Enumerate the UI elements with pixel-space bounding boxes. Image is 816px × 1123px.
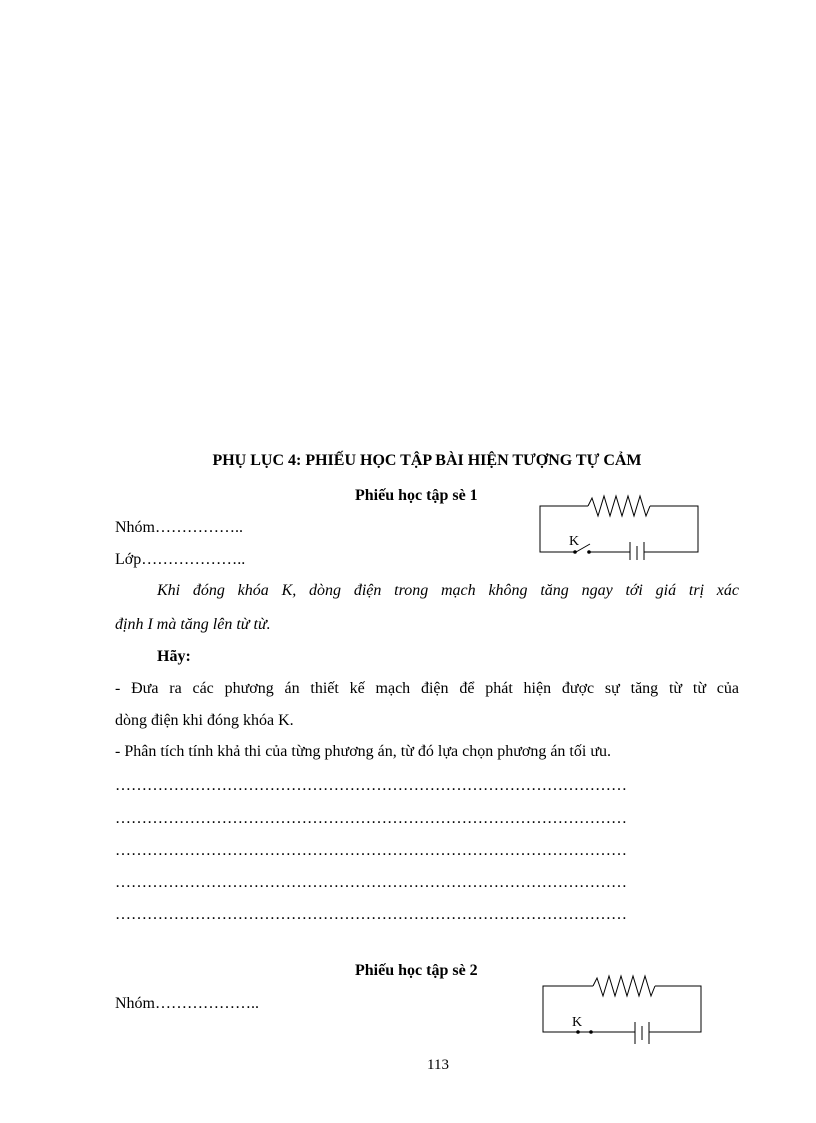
switch-contact-right bbox=[589, 1030, 593, 1034]
resistor-coil bbox=[588, 496, 650, 516]
sheet2-group-line: Nhóm……………….. bbox=[115, 995, 259, 1012]
sheet1-prompt-line1: Khi đóng khóa K, dòng điện trong mạch không tăng ngay tới giá trị xác bbox=[157, 582, 739, 599]
switch-label: K bbox=[572, 1015, 583, 1030]
sheet1-task1-line1: - Đưa ra các phương án thiết kế mạch điện để phát hiện được sự tăng từ từ của bbox=[115, 680, 739, 697]
sheet1-class-line: Lớp……………….. bbox=[115, 551, 246, 568]
switch-contact-left bbox=[573, 550, 577, 554]
answer-line: …………………………………………………………………………………… bbox=[115, 810, 627, 827]
sheet1-title: Phiếu học tập sè 1 bbox=[355, 487, 478, 504]
sheet1-ask-label: Hãy: bbox=[157, 648, 191, 665]
sheet1-group-line: Nhóm…………….. bbox=[115, 519, 243, 536]
answer-line: …………………………………………………………………………………… bbox=[115, 777, 627, 794]
sheet2-title: Phiếu học tập sè 2 bbox=[355, 962, 478, 979]
answer-line: …………………………………………………………………………………… bbox=[115, 842, 627, 859]
answer-line: …………………………………………………………………………………… bbox=[115, 906, 627, 923]
answer-line: …………………………………………………………………………………… bbox=[115, 874, 627, 891]
appendix-heading: PHỤ LỤC 4: PHIẾU HỌC TẬP BÀI HIỆN TƯỢNG TỰ CẢM bbox=[212, 452, 642, 469]
circuit-wire-right-top bbox=[653, 986, 701, 1032]
circuit-wire-left-top bbox=[540, 506, 588, 552]
circuit-wire-left-top bbox=[543, 986, 593, 1032]
page-number: 113 bbox=[427, 1057, 449, 1073]
sheet1-circuit-diagram bbox=[538, 490, 702, 560]
resistor-coil bbox=[593, 976, 655, 996]
switch-contact-left bbox=[576, 1030, 580, 1034]
circuit-wire-right-top bbox=[648, 506, 698, 552]
switch-contact-right bbox=[587, 550, 591, 554]
sheet1-prompt-line2: định I mà tăng lên từ từ. bbox=[115, 616, 271, 633]
switch-label: K bbox=[569, 534, 580, 549]
sheet2-circuit-diagram bbox=[541, 966, 705, 1046]
sheet1-task2: - Phân tích tính khả thi của từng phương án, từ đó lựa chọn phương án tối ưu. bbox=[115, 743, 611, 760]
sheet1-task1-line2: dòng điện khi đóng khóa K. bbox=[115, 712, 294, 729]
